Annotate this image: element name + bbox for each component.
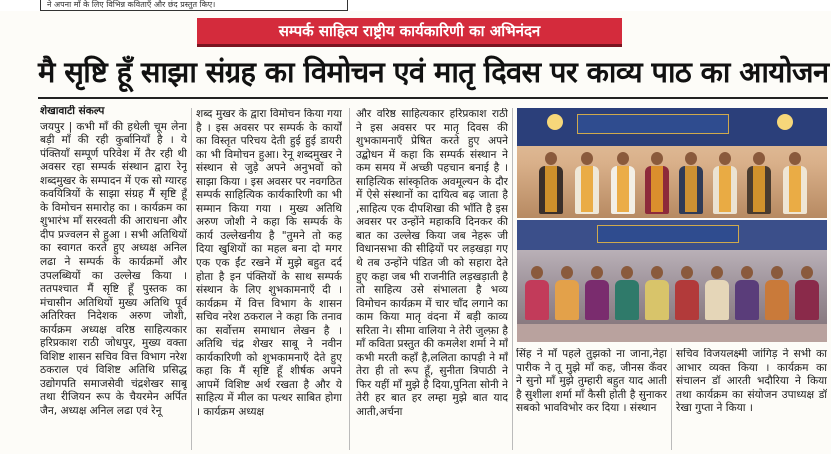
section-banner: सम्पर्क साहित्य राष्ट्रीय कार्यकारिणी का अभिनंदन xyxy=(197,18,622,47)
person-figure xyxy=(585,266,609,320)
person-figure xyxy=(679,152,703,214)
person-figure xyxy=(575,152,599,214)
stage-backdrop xyxy=(517,220,827,250)
stage-light xyxy=(777,114,793,130)
article-column-2 xyxy=(196,108,342,450)
column-divider xyxy=(191,108,192,450)
headline-rule xyxy=(38,97,828,99)
person-figure xyxy=(747,152,771,214)
event-photo-poets-group xyxy=(517,220,827,342)
column-1-text: जयपुर | कभी माँ की हथेली चूम लेना बड़ी माँ की रही कुर्बानियाँ है । ये पंक्तियाँ सम्पूर्ण परिवेश में तैर रही थी अवसर रहा सम्पर्क संस्थान द्वारा रेनू शब्दमुखर के सम्पादन में एक सो ग्यारह कवयित्रियों के साझा संग्रह मैं सृष्टि हूँ के विमोचन समारोह का । कार्यक्रम का शुभारंभ माँ सरस्वती की आराधना और दीप प्रज्वलन से हुआ । सभी अतिथियों का स्वागत करते हुए अध्यक्ष अनिल लढा ने सम्पर्क के कार्यक्रमों और उपलब्धियों का उल्लेख किया । ततपश्चात मैं सृष्टि हूँ पुस्तक का मंचासीन अतिथियों मुख्य अतिथि पूर्व अतिरिक्त निदेशक अरुण जोशी, कार्यक्रम अध्यक्ष वरिष्ठ साहित्यकार हरिप्रकाश राठी जोधपुर, मुख्य वक्ता विशिष्ट शासन सचिव वित्त विभाग नरेश ठकराल एवं विशिष्ट अतिथि प्रसिद्ध उद्योगपति समाजसेवी चंद्रशेखर साबू तथा रीजियन रूप के चैयरमेन अर्पित जैन, अध्यक्ष अनिल लढा एवं रेनू xyxy=(40,120,187,418)
person-figure xyxy=(525,266,549,320)
person-figure xyxy=(783,152,807,214)
person-figure xyxy=(705,266,729,320)
column-divider xyxy=(671,348,672,450)
person-figure xyxy=(539,152,563,214)
stage-light xyxy=(547,114,563,130)
byline: शेखावाटी संकल्प xyxy=(40,105,105,117)
event-photo-dignitaries xyxy=(517,108,827,218)
headline: मै सृष्टि हूँ साझा संग्रह का विमोचन एवं मातृ दिवस पर काव्य पाठ का आयोजन xyxy=(38,55,829,89)
article-column-1 xyxy=(40,105,187,450)
person-figure xyxy=(795,266,819,320)
article-column-4 xyxy=(516,348,667,450)
column-5-text: सचिव विजयलक्ष्मी जांगिड़ ने सभी का आभार व्यक्त किया । कार्यक्रम का संचालन डॉ आरती भदौरिया ने किया तथा कार्यक्रम का संयोजन उपाध्यक्ष डॉ रेखा गुप्ता ने किया । xyxy=(676,348,827,415)
column-3-text: और वरिष्ठ साहित्यकार हरिप्रकाश राठी ने इस अवसर पर मातृ दिवस की शुभकामनाएँ प्रेषित करते हुए अपने उद्बोधन में कहा कि सम्पर्क संस्थान ने कम समय में अच्छी पहचान बनाई है । साहित्यिक सांस्कृतिक अवमूल्यन के दौर में ऐसे संस्थानों का दायित्व बढ़ जाता है ,साहित्य एक दीपशिखा की भाँति है इस अवसर पर उन्होंने महाकवि दिनकर की बात का उल्लेख किया जब नेहरू जी विधानसभा की सीढ़ियों पर लड़खड़ा गए थे तब उन्होंने पंडित जी को सहारा देते हुए कहा जब भी राजनीति लड़खड़ाती है तो साहित्य उसे संभालता है भव्य विमोचन कार्यक्रम में चार चाँद लगाने का काम किया मातृ वंदना में बड़ी काव्य सरिता ने। सीमा वालिया ने तेरी जुल्फ़ा है माँ कविता प्रस्तुत की कमलेश शर्मा ने माँ कभी मरती कहाँ है,ललिता कापड़ी ने माँ तेरा ही तो रूप हूँ, सुनीता त्रिपाठी ने फिर यहीं माँ मुझे है दिया,पुनिता सोनी ने तेरी हर बात हर लम्हा मुझे बात याद आती,अर्चना xyxy=(356,108,508,419)
column-divider xyxy=(349,108,350,450)
person-figure xyxy=(611,152,635,214)
stage-banner xyxy=(577,114,729,134)
person-figure xyxy=(645,266,669,320)
stage-banner xyxy=(597,225,739,243)
article-column-3 xyxy=(356,108,508,450)
column-2-text: शब्द मुखर के द्वारा विमोचन किया गया है । इस अवसर पर सम्पर्क के कार्यों का विस्तृत परिचय देती हुई हुई डायरी का भी विमोचन हुआ। रेनू शब्दमुखर ने संस्थान से जुड़े अपने अनुभवों को साझा किया । इस अवसर पर नवगठित सम्पर्क साहित्यिक कार्यकारिणी का भी सम्मान किया गया । मुख्य अतिथि अरुण जोशी ने कहा कि सम्पर्क के कार्य उल्लेखनीय है "तुमने तो कह दिया खुशियों का महल बना दो मगर एक एक ईंट रखने में मुझे बहुत दर्द होता है इन पंक्तियों के साथ सम्पर्क संस्थान के लिए शुभकामनाएँ दी । कार्यक्रम में वित्त विभाग के शासन सचिव नरेश ठकराल ने कहा कि तनाव का सर्वोत्तम समाधान लेखन है । अतिथि चंद्र शेखर साबू ने नवीन कार्यकारिणी को शुभकामनाएँ देते हुए कहा कि मैं सृष्टि हूँ शीर्षक अपने आपमें विशिष्ट अर्थ रखता है और ये साहित्य में मील का पत्थर साबित होगा । कार्यक्रम अध्यक्ष xyxy=(196,108,342,419)
person-figure xyxy=(555,266,579,320)
top-strip xyxy=(0,0,831,11)
person-figure xyxy=(765,266,789,320)
stage-backdrop xyxy=(517,108,827,146)
seated-row xyxy=(517,324,827,342)
person-figure xyxy=(735,266,759,320)
person-figure xyxy=(615,266,639,320)
person-figure xyxy=(675,266,699,320)
column-divider xyxy=(512,108,513,450)
column-4-text: सिंह ने माँ पहले तुझको ना जाना,नेहा पारीक ने तू मुझे माँ कह, जीनस कँवर ने सुनो माँ मुझे तुम्हारी बहुत याद आती है सुशीला शर्मा माँ कैसी होती है सुनाकर सबको भावविभोर कर दिया । संस्थान xyxy=(516,348,667,415)
article-column-5 xyxy=(676,348,827,450)
previous-article-snippet: ने अपना माँ के लिए विभिन्न कविताएँ और छंद प्रस्तुत किए। xyxy=(40,0,348,11)
person-figure xyxy=(713,152,737,214)
person-figure xyxy=(645,152,669,214)
